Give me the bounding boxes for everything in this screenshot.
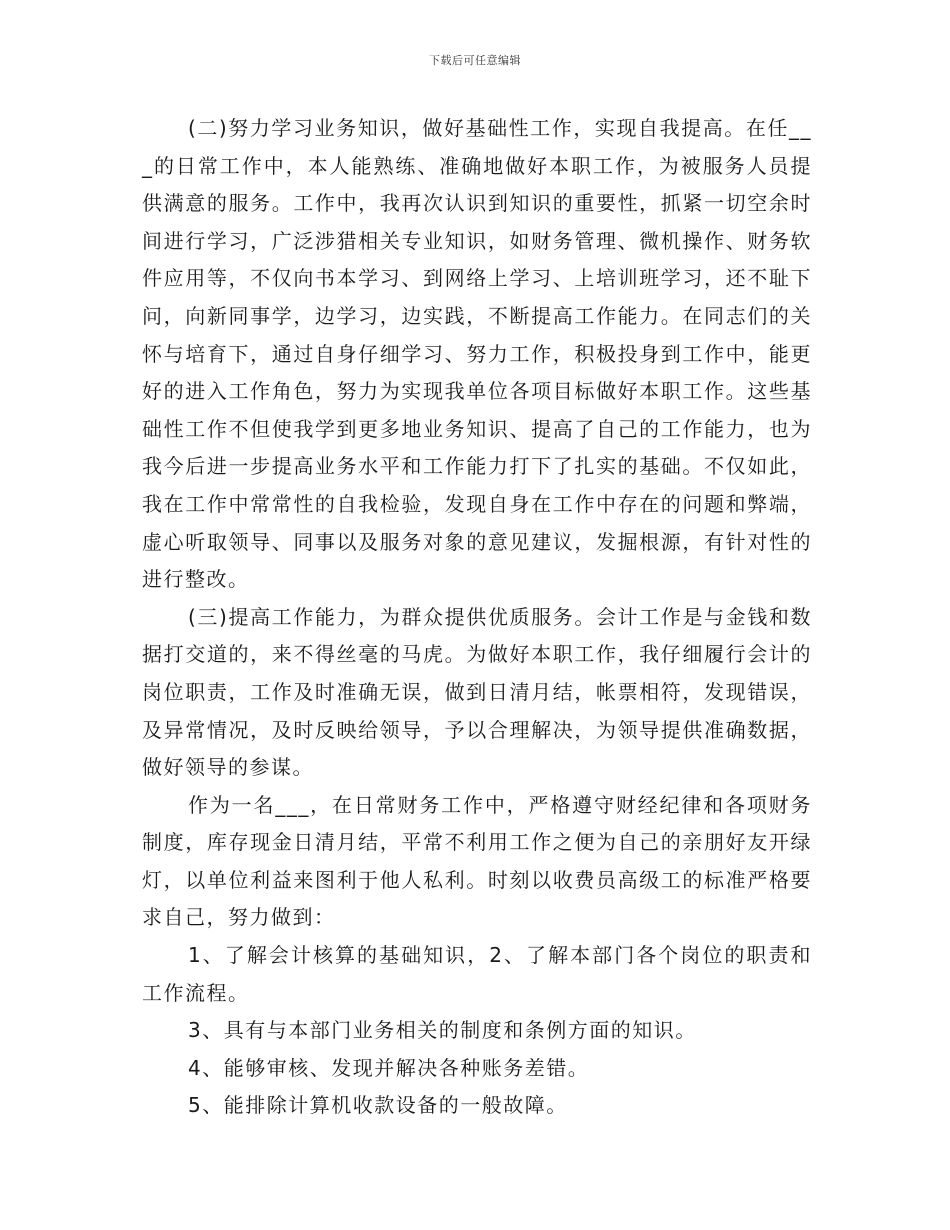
- list-item-department-regulations: 3、具有与本部门业务相关的制度和条例方面的知识。: [188, 1018, 697, 1043]
- list-item-troubleshoot-equipment: 5、能排除计算机收款设备的一般故障。: [188, 1093, 568, 1118]
- list-item-accounting-knowledge: 1、了解会计核算的基础知识，2、了解本部门各个岗位的职责和工作流程。: [142, 943, 812, 1005]
- paragraph-study-business-knowledge: (二)努力学习业务知识，做好基础性工作，实现自我提高。在任___的日常工作中，本人能熟练、准确地做好本职工作，为被服务人员提供满意的服务。工作中，我再次认识到知识的重要性，抓紧一切空余时间进行学习，广泛涉猎相关专业知识，如财务管理、微机操作、财务软件应用等，不仅向书本学习、到网络上学习、上培训班学习，还不耻下问，向新同事学，边学习，边实践，不断提高工作能力。在同志们的关怀与培育下，通过自身仔细学习、努力工作，积极投身到工作中，能更好的进入工作角色，努力为实现我单位各项目标做好本职工作。这些基础性工作不但使我学到更多地业务知识、提高了自己的工作能力，也为我今后进一步提高业务水平和工作能力打下了扎实的基础。不仅如此，我在工作中常常性的自我检验，发现自身在工作中存在的问题和弊端，虚心听取领导、同事以及服务对象的意见建议，发掘根源，有针对性的进行整改。: [142, 116, 812, 592]
- paragraph-improve-work-ability: (三)提高工作能力，为群众提供优质服务。会计工作是与金钱和数据打交道的，来不得丝毫的马虎。为做好本职工作，我仔细履行会计的岗位职责，工作及时准确无误，做到日清月结，帐票相符，发现错误，及异常情况，及时反映给领导，予以合理解决，为领导提供准确数据，做好领导的参谋。: [142, 604, 812, 780]
- document-body: [142, 110, 812, 1125]
- list-item-audit-errors: 4、能够审核、发现并解决各种账务差错。: [188, 1055, 590, 1080]
- paragraph-financial-discipline: 作为一名___，在日常财务工作中，严格遵守财经纪律和各项财务制度，库存现金日清月结，平常不利用工作之便为自己的亲朋好友开绿灯，以单位利益来图利于他人私利。时刻以收费员高级工的标准严格要求自己，努力做到：: [142, 792, 812, 930]
- page-header-note: 下载后可任意编辑: [429, 54, 521, 67]
